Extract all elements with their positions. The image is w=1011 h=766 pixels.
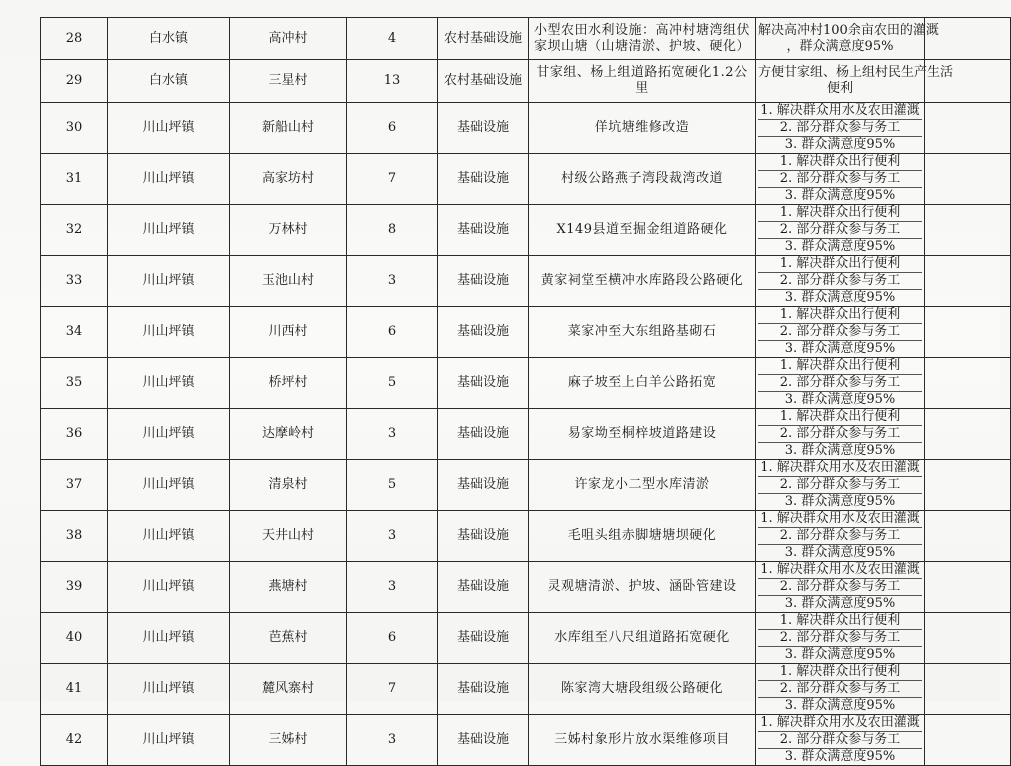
project-cell: 麻子坡至上白羊公路拓宽 <box>529 357 756 408</box>
count-cell: 7 <box>347 663 438 714</box>
row-number: 31 <box>41 153 108 204</box>
village-cell: 清泉村 <box>230 459 347 510</box>
row-number: 28 <box>41 18 108 60</box>
benefit-cell <box>756 255 925 306</box>
count-cell: 5 <box>347 459 438 510</box>
benefit-line: 1. 解决群众出行便利 <box>758 256 922 273</box>
category-cell: 基础设施 <box>438 255 529 306</box>
village-cell: 川西村 <box>230 306 347 357</box>
benefit-line: 1. 解决群众出行便利 <box>758 358 922 375</box>
benefit-cell <box>756 306 925 357</box>
village-cell: 高家坊村 <box>230 153 347 204</box>
row-number: 33 <box>41 255 108 306</box>
project-cell: 灵观塘清淤、护坡、涵卧管建设 <box>529 561 756 612</box>
remarks-cell <box>925 459 1011 510</box>
project-cell: 菜家冲至大东组路基砌石 <box>529 306 756 357</box>
row-number: 35 <box>41 357 108 408</box>
benefit-line: 1. 解决群众用水及农田灌溉 <box>758 562 922 579</box>
benefit-cell <box>756 60 954 102</box>
benefit-line: 1. 解决群众出行便利 <box>758 664 922 681</box>
benefit-line: 2. 部分群众参与务工 <box>758 171 922 188</box>
count-cell: 3 <box>347 561 438 612</box>
benefit-line: 2. 部分群众参与务工 <box>758 120 922 137</box>
project-cell: 毛咀头组赤脚塘塘坝硬化 <box>529 510 756 561</box>
town-cell: 白水镇 <box>108 60 230 102</box>
benefit-line: 3. 群众满意度95% <box>784 238 896 254</box>
table-row <box>41 204 1011 255</box>
town-cell: 白水镇 <box>108 18 230 60</box>
benefit-cell <box>756 408 925 459</box>
benefit-line: 2. 部分群众参与务工 <box>758 375 922 392</box>
benefit-cell <box>756 357 925 408</box>
benefit-line: 1. 解决群众出行便利 <box>758 409 922 426</box>
benefit-cell <box>756 561 925 612</box>
row-number: 41 <box>41 663 108 714</box>
benefit-line: 3. 群众满意度95% <box>784 391 896 407</box>
remarks-cell <box>925 357 1011 408</box>
category-cell: 基础设施 <box>438 357 529 408</box>
benefit-line: 1. 解决群众用水及农田灌溉 <box>758 460 922 477</box>
benefit-line: 1. 解决群众出行便利 <box>758 307 922 324</box>
project-cell: 佯坑塘维修改造 <box>529 102 756 153</box>
count-cell: 13 <box>347 60 438 102</box>
town-cell: 川山坪镇 <box>108 612 230 663</box>
count-cell: 3 <box>347 510 438 561</box>
count-cell: 5 <box>347 357 438 408</box>
row-number: 29 <box>41 60 108 102</box>
benefit-line: 2. 部分群众参与务工 <box>758 528 922 545</box>
benefit-line: 便利 <box>826 81 853 97</box>
village-cell: 新船山村 <box>230 102 347 153</box>
category-cell: 基础设施 <box>438 153 529 204</box>
category-cell: 基础设施 <box>438 714 529 765</box>
project-cell: 小型农田水利设施：高冲村塘湾组伏家坝山塘（山塘清淤、护坡、硬化） <box>529 18 756 60</box>
row-number: 40 <box>41 612 108 663</box>
table-row <box>41 612 1011 663</box>
benefit-line: 3. 群众满意度95% <box>784 493 896 509</box>
benefit-line: 1. 解决群众出行便利 <box>758 205 922 222</box>
benefit-line: 2. 部分群众参与务工 <box>758 579 922 596</box>
row-number: 38 <box>41 510 108 561</box>
count-cell: 8 <box>347 204 438 255</box>
count-cell: 3 <box>347 714 438 765</box>
benefit-line: 2. 部分群众参与务工 <box>758 630 922 647</box>
benefit-line: ，群众满意度95% <box>786 38 894 54</box>
row-number: 39 <box>41 561 108 612</box>
benefit-line: 2. 部分群众参与务工 <box>758 324 922 341</box>
benefit-line: 1. 解决群众出行便利 <box>758 613 922 630</box>
benefit-line: 3. 群众满意度95% <box>784 136 896 152</box>
row-number: 36 <box>41 408 108 459</box>
benefit-line: 解决高冲村100余亩农田的灌溉 <box>758 22 939 38</box>
town-cell: 川山坪镇 <box>108 357 230 408</box>
category-cell: 基础设施 <box>438 459 529 510</box>
town-cell: 川山坪镇 <box>108 663 230 714</box>
village-cell: 麓风寨村 <box>230 663 347 714</box>
table-row <box>41 663 1011 714</box>
remarks-cell <box>925 306 1011 357</box>
benefit-line: 3. 群众满意度95% <box>784 187 896 203</box>
row-number: 34 <box>41 306 108 357</box>
benefit-line: 2. 部分群众参与务工 <box>758 426 922 443</box>
benefit-line: 3. 群众满意度95% <box>784 340 896 356</box>
table-body <box>41 18 1011 766</box>
count-cell: 6 <box>347 306 438 357</box>
category-cell: 基础设施 <box>438 408 529 459</box>
remarks-cell <box>925 204 1011 255</box>
town-cell: 川山坪镇 <box>108 459 230 510</box>
town-cell: 川山坪镇 <box>108 204 230 255</box>
benefit-cell <box>756 612 925 663</box>
table-row <box>41 459 1011 510</box>
benefit-line: 方便甘家组、杨上组村民生产生活 <box>758 65 954 81</box>
table-row <box>41 60 1011 102</box>
benefit-line: 2. 部分群众参与务工 <box>758 681 922 698</box>
remarks-cell <box>925 714 1011 765</box>
count-cell: 4 <box>347 18 438 60</box>
benefit-line: 1. 解决群众用水及农田灌溉 <box>758 103 922 120</box>
count-cell: 7 <box>347 153 438 204</box>
project-cell: X149县道至掘金组道路硬化 <box>529 204 756 255</box>
project-cell: 许家龙小二型水库清淤 <box>529 459 756 510</box>
village-cell: 天井山村 <box>230 510 347 561</box>
benefit-line: 3. 群众满意度95% <box>784 442 896 458</box>
remarks-cell <box>925 153 1011 204</box>
table-row <box>41 306 1011 357</box>
project-cell: 水库组至八尺组道路拓宽硬化 <box>529 612 756 663</box>
table-row <box>41 255 1011 306</box>
village-cell: 高冲村 <box>230 18 347 60</box>
town-cell: 川山坪镇 <box>108 102 230 153</box>
category-cell: 基础设施 <box>438 306 529 357</box>
benefit-line: 2. 部分群众参与务工 <box>758 477 922 494</box>
town-cell: 川山坪镇 <box>108 561 230 612</box>
benefit-cell <box>756 510 925 561</box>
town-cell: 川山坪镇 <box>108 714 230 765</box>
row-number: 32 <box>41 204 108 255</box>
table-row <box>41 561 1011 612</box>
benefit-line: 3. 群众满意度95% <box>784 646 896 662</box>
village-cell: 玉池山村 <box>230 255 347 306</box>
benefit-line: 2. 部分群众参与务工 <box>758 732 922 749</box>
town-cell: 川山坪镇 <box>108 408 230 459</box>
benefit-line: 2. 部分群众参与务工 <box>758 273 922 290</box>
remarks-cell <box>925 255 1011 306</box>
benefit-line: 1. 解决群众用水及农田灌溉 <box>758 715 922 732</box>
village-cell: 达摩岭村 <box>230 408 347 459</box>
category-cell: 基础设施 <box>438 510 529 561</box>
project-cell: 甘家组、杨上组道路拓宽硬化1.2公里 <box>529 60 756 102</box>
village-cell: 芭蕉村 <box>230 612 347 663</box>
remarks-cell <box>925 663 1011 714</box>
table-row <box>41 510 1011 561</box>
village-cell: 桥坪村 <box>230 357 347 408</box>
table-row <box>41 357 1011 408</box>
remarks-cell <box>925 510 1011 561</box>
project-cell: 陈家湾大塘段组级公路硬化 <box>529 663 756 714</box>
town-cell: 川山坪镇 <box>108 153 230 204</box>
table-row <box>41 153 1011 204</box>
town-cell: 川山坪镇 <box>108 255 230 306</box>
category-cell: 基础设施 <box>438 102 529 153</box>
project-cell: 村级公路燕子湾段裁湾改道 <box>529 153 756 204</box>
table-row <box>41 18 1011 60</box>
benefit-line: 1. 解决群众出行便利 <box>758 154 922 171</box>
village-cell: 三姊村 <box>230 714 347 765</box>
count-cell: 6 <box>347 612 438 663</box>
benefit-cell <box>756 204 925 255</box>
row-number: 42 <box>41 714 108 765</box>
category-cell: 基础设施 <box>438 663 529 714</box>
project-cell: 易家坳至桐梓坡道路建设 <box>529 408 756 459</box>
benefit-line: 3. 群众满意度95% <box>784 289 896 305</box>
benefit-cell <box>756 714 925 765</box>
benefit-cell <box>756 663 925 714</box>
remarks-cell <box>925 612 1011 663</box>
table-row <box>41 102 1011 153</box>
count-cell: 6 <box>347 102 438 153</box>
count-cell: 3 <box>347 255 438 306</box>
remarks-cell <box>925 561 1011 612</box>
table-row <box>41 714 1011 765</box>
town-cell: 川山坪镇 <box>108 306 230 357</box>
row-number: 37 <box>41 459 108 510</box>
benefit-line: 1. 解决群众用水及农田灌溉 <box>758 511 922 528</box>
row-number: 30 <box>41 102 108 153</box>
benefit-cell <box>756 102 925 153</box>
category-cell: 基础设施 <box>438 612 529 663</box>
category-cell: 基础设施 <box>438 204 529 255</box>
benefit-cell <box>756 153 925 204</box>
project-cell: 三姊村象形片放水渠维修项目 <box>529 714 756 765</box>
remarks-cell <box>925 408 1011 459</box>
category-cell: 农村基础设施 <box>438 18 529 60</box>
category-cell: 农村基础设施 <box>438 60 529 102</box>
benefit-cell <box>756 459 925 510</box>
benefit-line: 3. 群众满意度95% <box>784 544 896 560</box>
category-cell: 基础设施 <box>438 561 529 612</box>
village-cell: 燕塘村 <box>230 561 347 612</box>
project-table <box>40 17 1011 766</box>
benefit-line: 3. 群众满意度95% <box>784 697 896 713</box>
benefit-line: 3. 群众满意度95% <box>784 748 896 764</box>
count-cell: 3 <box>347 408 438 459</box>
project-cell: 黄家祠堂至横冲水库路段公路硬化 <box>529 255 756 306</box>
benefit-cell <box>756 18 939 60</box>
town-cell: 川山坪镇 <box>108 510 230 561</box>
village-cell: 万林村 <box>230 204 347 255</box>
table-row <box>41 408 1011 459</box>
benefit-line: 3. 群众满意度95% <box>784 595 896 611</box>
village-cell: 三星村 <box>230 60 347 102</box>
remarks-cell <box>925 102 1011 153</box>
benefit-line: 2. 部分群众参与务工 <box>758 222 922 239</box>
